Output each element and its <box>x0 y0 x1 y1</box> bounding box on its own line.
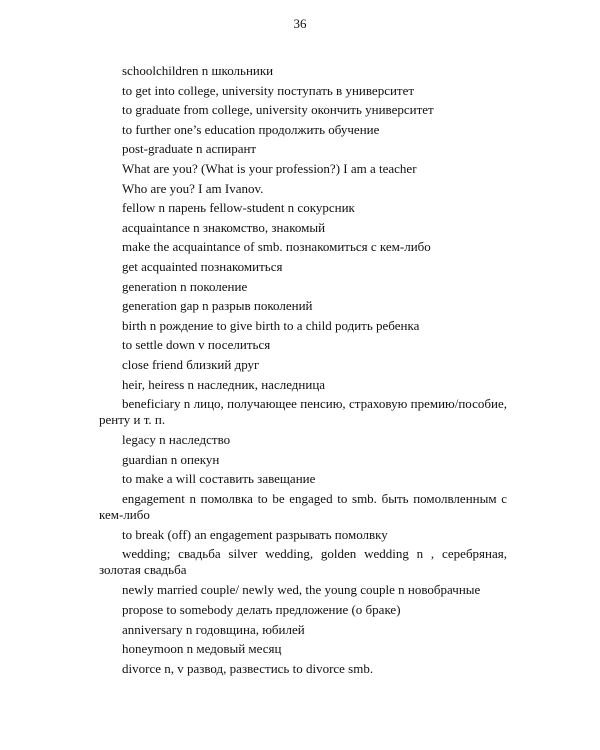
vocabulary-entry: make the acquaintance of smb. познакомиться с кем-либо <box>122 239 431 255</box>
vocabulary-entry: acquaintance n знакомство, знакомый <box>122 219 326 235</box>
vocabulary-entry: to break (off) an engagement разрывать помолвку <box>122 526 388 542</box>
vocabulary-entry: legacy n наследство <box>122 432 231 448</box>
vocabulary-entry: guardian n опекун <box>122 451 220 467</box>
vocabulary-entry: beneficiary n лицо, получающее пенсию, страховую премию/пособие, ренту и т. п. <box>99 396 507 428</box>
vocabulary-entry: Who are you? I am Ivanov. <box>122 180 264 196</box>
vocabulary-entry: engagement n помолвка to be engaged to smb. быть помолвленным с кем-либо <box>99 490 507 522</box>
vocabulary-entry: generation n поколение <box>122 278 248 294</box>
vocabulary-entry: to make a will составить завещание <box>122 471 316 487</box>
vocabulary-entry: heir, heiress n наследник, наследница <box>122 376 326 392</box>
vocabulary-entry: fellow n парень fellow-student n сокурсник <box>122 200 355 216</box>
vocabulary-entry: honeymoon n медовый месяц <box>122 641 282 657</box>
vocabulary-entry: to graduate from college, university окончить университет <box>122 102 434 118</box>
vocabulary-entry: generation gap n разрыв поколений <box>122 298 313 314</box>
vocabulary-entry: birth n рождение to give birth to a child родить ребенка <box>122 317 420 333</box>
vocabulary-entry: close friend близкий друг <box>122 356 260 372</box>
vocabulary-entry: divorce n, v развод, развестись to divorce smb. <box>122 660 374 676</box>
vocabulary-entry: propose to somebody делать предложение (о браке) <box>122 602 401 618</box>
vocabulary-entry: to further one’s education продолжить обучение <box>122 121 380 137</box>
page-number: 36 <box>293 16 307 31</box>
vocabulary-entry: wedding; свадьба silver wedding, golden wedding n , серебряная, золотая свадьба <box>99 546 507 578</box>
vocabulary-entry: to settle down v поселиться <box>122 337 271 353</box>
vocabulary-entry: What are you? (What is your profession?) I am a teacher <box>122 160 417 176</box>
vocabulary-entry: get acquainted познакомиться <box>122 258 283 274</box>
vocabulary-list <box>99 61 507 678</box>
vocabulary-entry: schoolchildren n школьники <box>122 63 274 78</box>
vocabulary-entry: to get into college, university поступать в университет <box>122 82 415 98</box>
vocabulary-entry: anniversary n годовщина, юбилей <box>122 621 305 637</box>
vocabulary-entry: newly married couple/ newly wed, the young couple n новобрачные <box>122 582 481 598</box>
vocabulary-entry: post-graduate n аспирант <box>122 141 257 157</box>
